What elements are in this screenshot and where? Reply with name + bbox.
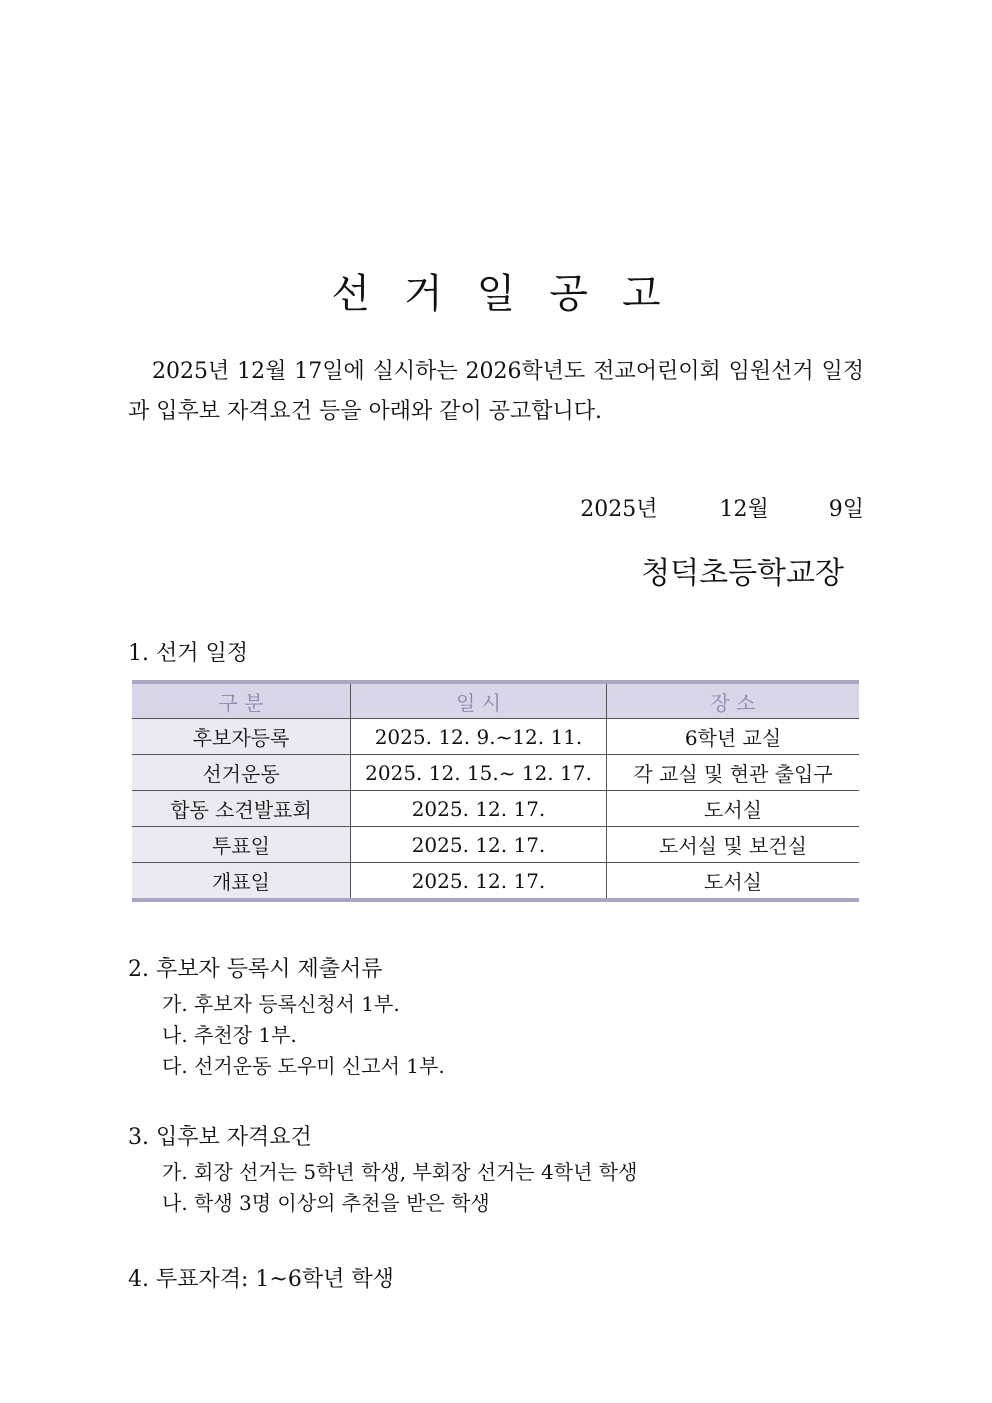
row-category: 후보자등록 [132,719,351,755]
section-heading-voting: 4. 투표자격: 1~6학년 학생 [128,1267,394,1292]
column-header-datetime: 일 시 [351,682,607,719]
row-category: 투표일 [132,827,351,863]
list-item: 가. 회장 선거는 5학년 학생, 부회장 선거는 4학년 학생 [162,1160,638,1184]
row-place: 도서실 [607,863,860,901]
row-datetime: 2025. 12. 9.~12. 11. [351,719,607,755]
row-place: 각 교실 및 현관 출입구 [607,755,860,791]
page-title: 선거일공고 [331,271,695,317]
row-category: 선거운동 [132,755,351,791]
section-heading-schedule: 1. 선거 일정 [128,641,248,666]
date-year: 2025년 [580,497,658,522]
row-datetime: 2025. 12. 15.~ 12. 17. [351,755,607,791]
column-header-category: 구 분 [132,682,351,719]
section-heading-eligibility: 3. 입후보 자격요건 [128,1125,312,1150]
row-datetime: 2025. 12. 17. [351,863,607,901]
row-datetime: 2025. 12. 17. [351,791,607,827]
section-heading-documents: 2. 후보자 등록시 제출서류 [128,957,383,982]
list-item: 나. 학생 3명 이상의 추천을 받은 학생 [162,1191,490,1215]
table-row [132,719,859,755]
column-header-place: 장 소 [607,682,860,719]
list-item: 가. 후보자 등록신청서 1부. [162,992,400,1016]
schedule-table [132,680,859,902]
table-row [132,863,859,901]
date-month: 12월 [719,497,769,522]
table-header-row [132,682,859,719]
row-place: 6학년 교실 [607,719,860,755]
table-row [132,755,859,791]
table-row [132,827,859,863]
issuer-name: 청덕초등학교장 [641,556,844,591]
list-item: 나. 추천장 1부. [162,1023,297,1047]
row-place: 도서실 및 보건실 [607,827,860,863]
announcement-date [580,492,864,523]
row-place: 도서실 [607,791,860,827]
row-category: 개표일 [132,863,351,901]
table-row [132,791,859,827]
list-item: 다. 선거운동 도우미 신고서 1부. [162,1054,445,1078]
date-day: 9일 [828,497,864,522]
row-datetime: 2025. 12. 17. [351,827,607,863]
row-category: 합동 소견발표회 [132,791,351,827]
intro-paragraph: 2025년 12월 17일에 실시하는 2026학년도 전교어린이회 임원선거 일정과 입후보 자격요건 등을 아래와 같이 공고합니다. [128,359,864,424]
